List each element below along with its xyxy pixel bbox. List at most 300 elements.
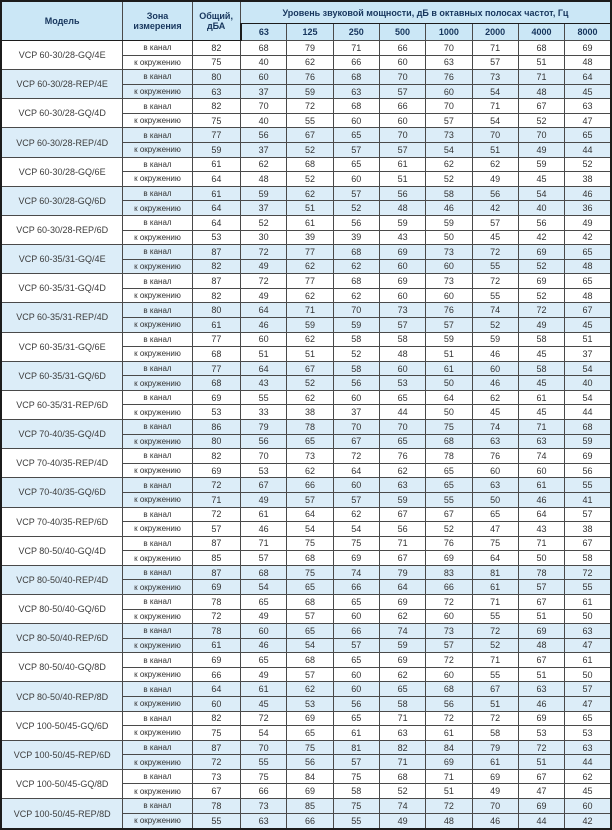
level-cell-2000: 58: [472, 726, 518, 741]
total-dba-cell: 87: [192, 245, 240, 260]
level-cell-250: 57: [333, 143, 379, 158]
level-cell-250: 68: [333, 274, 379, 289]
total-dba-cell: 87: [192, 565, 240, 580]
level-cell-1000: 67: [426, 507, 472, 522]
zone-duct-cell: в канал: [123, 624, 192, 639]
level-cell-125: 79: [287, 41, 333, 56]
level-cell-1000: 60: [426, 609, 472, 624]
level-cell-8000: 48: [565, 55, 611, 70]
table-row: [1, 565, 611, 580]
level-cell-1000: 60: [426, 288, 472, 303]
zone-ambient-cell: к окружению: [123, 697, 192, 712]
table-row: [1, 682, 611, 697]
level-cell-250: 57: [333, 638, 379, 653]
total-dba-cell: 68: [192, 347, 240, 362]
model-cell: VCP 80-50/40-GQ/8D: [1, 653, 123, 682]
level-cell-63: 55: [241, 390, 287, 405]
level-cell-250: 62: [333, 507, 379, 522]
level-cell-1000: 57: [426, 638, 472, 653]
level-cell-2000: 71: [472, 41, 518, 56]
level-cell-8000: 54: [565, 390, 611, 405]
level-cell-63: 79: [241, 420, 287, 435]
level-cell-8000: 57: [565, 682, 611, 697]
zone-duct-cell: в канал: [123, 99, 192, 114]
level-cell-500: 66: [379, 41, 425, 56]
level-cell-250: 70: [333, 420, 379, 435]
level-cell-2000: 63: [472, 434, 518, 449]
total-dba-cell: 82: [192, 259, 240, 274]
model-cell: VCP 70-40/35-GQ/6D: [1, 478, 123, 507]
header-freq-250: 250: [333, 24, 379, 41]
level-cell-4000: 60: [518, 463, 564, 478]
level-cell-4000: 51: [518, 667, 564, 682]
level-cell-4000: 67: [518, 99, 564, 114]
level-cell-125: 51: [287, 347, 333, 362]
zone-ambient-cell: к окружению: [123, 492, 192, 507]
zone-duct-cell: в канал: [123, 536, 192, 551]
level-cell-125: 51: [287, 201, 333, 216]
level-cell-63: 37: [241, 84, 287, 99]
level-cell-4000: 69: [518, 624, 564, 639]
table-row: [1, 420, 611, 435]
level-cell-2000: 50: [472, 492, 518, 507]
level-cell-4000: 78: [518, 565, 564, 580]
level-cell-125: 57: [287, 667, 333, 682]
level-cell-8000: 44: [565, 405, 611, 420]
level-cell-63: 62: [241, 157, 287, 172]
level-cell-2000: 52: [472, 317, 518, 332]
level-cell-125: 61: [287, 215, 333, 230]
level-cell-2000: 55: [472, 667, 518, 682]
level-cell-2000: 74: [472, 420, 518, 435]
level-cell-8000: 53: [565, 726, 611, 741]
zone-duct-cell: в канал: [123, 157, 192, 172]
model-cell: VCP 80-50/40-REP/8D: [1, 682, 123, 711]
level-cell-125: 59: [287, 84, 333, 99]
zone-duct-cell: в канал: [123, 478, 192, 493]
level-cell-4000: 61: [518, 390, 564, 405]
level-cell-1000: 68: [426, 682, 472, 697]
level-cell-500: 67: [379, 507, 425, 522]
zone-ambient-cell: к окружению: [123, 347, 192, 362]
level-cell-8000: 36: [565, 201, 611, 216]
total-dba-cell: 72: [192, 609, 240, 624]
level-cell-125: 85: [287, 799, 333, 814]
level-cell-8000: 45: [565, 84, 611, 99]
level-cell-250: 65: [333, 594, 379, 609]
level-cell-1000: 52: [426, 522, 472, 537]
zone-ambient-cell: к окружению: [123, 551, 192, 566]
level-cell-125: 69: [287, 784, 333, 799]
level-cell-500: 74: [379, 799, 425, 814]
zone-duct-cell: в канал: [123, 653, 192, 668]
zone-ambient-cell: к окружению: [123, 84, 192, 99]
level-cell-125: 54: [287, 522, 333, 537]
level-cell-8000: 72: [565, 565, 611, 580]
level-cell-250: 65: [333, 653, 379, 668]
level-cell-1000: 73: [426, 128, 472, 143]
header-freq-2000: 2000: [472, 24, 518, 41]
level-cell-500: 48: [379, 347, 425, 362]
level-cell-4000: 40: [518, 201, 564, 216]
table-row: [1, 449, 611, 464]
level-cell-4000: 63: [518, 434, 564, 449]
level-cell-250: 69: [333, 551, 379, 566]
level-cell-63: 49: [241, 259, 287, 274]
table-row: [1, 41, 611, 56]
level-cell-2000: 61: [472, 755, 518, 770]
level-cell-250: 58: [333, 784, 379, 799]
zone-ambient-cell: к окружению: [123, 405, 192, 420]
zone-ambient-cell: к окружению: [123, 580, 192, 595]
total-dba-cell: 75: [192, 726, 240, 741]
level-cell-500: 53: [379, 376, 425, 391]
level-cell-125: 65: [287, 624, 333, 639]
total-dba-cell: 82: [192, 41, 240, 56]
header-freq-500: 500: [379, 24, 425, 41]
zone-ambient-cell: к окружению: [123, 755, 192, 770]
model-cell: VCP 60-35/31-REP/4D: [1, 303, 123, 332]
level-cell-250: 74: [333, 565, 379, 580]
level-cell-4000: 51: [518, 609, 564, 624]
total-dba-cell: 87: [192, 740, 240, 755]
level-cell-125: 77: [287, 245, 333, 260]
level-cell-500: 66: [379, 99, 425, 114]
level-cell-2000: 54: [472, 113, 518, 128]
model-cell: VCP 70-40/35-REP/4D: [1, 449, 123, 478]
total-dba-cell: 61: [192, 157, 240, 172]
level-cell-8000: 38: [565, 522, 611, 537]
total-dba-cell: 61: [192, 186, 240, 201]
level-cell-8000: 45: [565, 784, 611, 799]
level-cell-8000: 38: [565, 172, 611, 187]
model-cell: VCP 80-50/40-REP/4D: [1, 565, 123, 594]
level-cell-250: 56: [333, 376, 379, 391]
level-cell-250: 57: [333, 755, 379, 770]
level-cell-500: 63: [379, 478, 425, 493]
level-cell-500: 57: [379, 317, 425, 332]
level-cell-4000: 45: [518, 347, 564, 362]
level-cell-8000: 55: [565, 478, 611, 493]
level-cell-1000: 78: [426, 449, 472, 464]
level-cell-8000: 49: [565, 215, 611, 230]
model-cell: VCP 80-50/40-GQ/4D: [1, 536, 123, 565]
total-dba-cell: 68: [192, 376, 240, 391]
level-cell-125: 62: [287, 55, 333, 70]
level-cell-250: 75: [333, 799, 379, 814]
level-cell-1000: 83: [426, 565, 472, 580]
level-cell-4000: 56: [518, 215, 564, 230]
zone-duct-cell: в канал: [123, 70, 192, 85]
total-dba-cell: 61: [192, 317, 240, 332]
header-freq-8000: 8000: [565, 24, 611, 41]
level-cell-500: 69: [379, 594, 425, 609]
level-cell-63: 57: [241, 551, 287, 566]
level-cell-1000: 59: [426, 215, 472, 230]
level-cell-125: 76: [287, 70, 333, 85]
level-cell-4000: 69: [518, 711, 564, 726]
level-cell-125: 78: [287, 420, 333, 435]
level-cell-250: 57: [333, 186, 379, 201]
zone-ambient-cell: к окружению: [123, 434, 192, 449]
level-cell-500: 70: [379, 420, 425, 435]
total-dba-cell: 59: [192, 143, 240, 158]
zone-duct-cell: в канал: [123, 390, 192, 405]
zone-duct-cell: в канал: [123, 682, 192, 697]
level-cell-4000: 71: [518, 70, 564, 85]
level-cell-4000: 50: [518, 551, 564, 566]
level-cell-500: 59: [379, 492, 425, 507]
table-row: [1, 799, 611, 814]
level-cell-2000: 62: [472, 390, 518, 405]
level-cell-4000: 52: [518, 259, 564, 274]
zone-ambient-cell: к окружению: [123, 143, 192, 158]
level-cell-4000: 57: [518, 580, 564, 595]
level-cell-2000: 72: [472, 274, 518, 289]
level-cell-1000: 72: [426, 653, 472, 668]
level-cell-1000: 73: [426, 624, 472, 639]
total-dba-cell: 71: [192, 492, 240, 507]
level-cell-250: 66: [333, 55, 379, 70]
level-cell-63: 54: [241, 726, 287, 741]
zone-duct-cell: в канал: [123, 332, 192, 347]
level-cell-1000: 60: [426, 84, 472, 99]
model-cell: VCP 60-35/31-GQ/6E: [1, 332, 123, 361]
level-cell-4000: 58: [518, 361, 564, 376]
level-cell-500: 79: [379, 565, 425, 580]
model-cell: VCP 100-50/45-GQ/8D: [1, 769, 123, 798]
level-cell-2000: 45: [472, 405, 518, 420]
level-cell-8000: 57: [565, 507, 611, 522]
table-row: [1, 157, 611, 172]
level-cell-1000: 72: [426, 711, 472, 726]
level-cell-250: 54: [333, 522, 379, 537]
level-cell-2000: 55: [472, 288, 518, 303]
model-cell: VCP 100-50/45-GQ/6D: [1, 711, 123, 740]
level-cell-1000: 48: [426, 813, 472, 829]
level-cell-125: 69: [287, 711, 333, 726]
level-cell-250: 75: [333, 769, 379, 784]
level-cell-2000: 57: [472, 215, 518, 230]
level-cell-4000: 52: [518, 113, 564, 128]
level-cell-1000: 63: [426, 55, 472, 70]
level-cell-63: 60: [241, 70, 287, 85]
level-cell-125: 54: [287, 638, 333, 653]
header-zone: Зона измерения: [123, 1, 192, 41]
level-cell-500: 43: [379, 230, 425, 245]
table-row: [1, 361, 611, 376]
level-cell-1000: 76: [426, 536, 472, 551]
level-cell-4000: 70: [518, 128, 564, 143]
level-cell-250: 60: [333, 682, 379, 697]
total-dba-cell: 78: [192, 624, 240, 639]
level-cell-4000: 71: [518, 420, 564, 435]
level-cell-500: 62: [379, 609, 425, 624]
level-cell-63: 43: [241, 376, 287, 391]
level-cell-63: 61: [241, 682, 287, 697]
level-cell-4000: 52: [518, 288, 564, 303]
level-cell-250: 58: [333, 361, 379, 376]
zone-ambient-cell: к окружению: [123, 288, 192, 303]
table-row: [1, 507, 611, 522]
level-cell-1000: 70: [426, 99, 472, 114]
zone-duct-cell: в канал: [123, 274, 192, 289]
total-dba-cell: 80: [192, 434, 240, 449]
level-cell-500: 65: [379, 390, 425, 405]
level-cell-2000: 52: [472, 638, 518, 653]
level-cell-63: 72: [241, 711, 287, 726]
zone-ambient-cell: к окружению: [123, 609, 192, 624]
level-cell-125: 55: [287, 113, 333, 128]
level-cell-8000: 67: [565, 536, 611, 551]
level-cell-2000: 45: [472, 230, 518, 245]
level-cell-8000: 41: [565, 492, 611, 507]
level-cell-500: 51: [379, 172, 425, 187]
level-cell-500: 65: [379, 682, 425, 697]
level-cell-63: 33: [241, 405, 287, 420]
level-cell-8000: 50: [565, 667, 611, 682]
level-cell-1000: 55: [426, 492, 472, 507]
zone-ambient-cell: к окружению: [123, 201, 192, 216]
level-cell-500: 68: [379, 769, 425, 784]
level-cell-63: 67: [241, 478, 287, 493]
level-cell-125: 84: [287, 769, 333, 784]
level-cell-63: 64: [241, 303, 287, 318]
level-cell-250: 56: [333, 697, 379, 712]
total-dba-cell: 87: [192, 536, 240, 551]
level-cell-8000: 65: [565, 128, 611, 143]
level-cell-2000: 57: [472, 55, 518, 70]
level-cell-250: 67: [333, 434, 379, 449]
level-cell-250: 64: [333, 463, 379, 478]
level-cell-63: 37: [241, 143, 287, 158]
level-cell-250: 63: [333, 84, 379, 99]
level-cell-4000: 74: [518, 449, 564, 464]
model-cell: VCP 60-30/28-REP/4E: [1, 70, 123, 99]
model-cell: VCP 60-35/31-REP/6D: [1, 390, 123, 419]
level-cell-8000: 37: [565, 347, 611, 362]
level-cell-125: 75: [287, 565, 333, 580]
level-cell-63: 46: [241, 522, 287, 537]
zone-duct-cell: в канал: [123, 594, 192, 609]
level-cell-1000: 62: [426, 157, 472, 172]
model-cell: VCP 60-30/28-GQ/4E: [1, 41, 123, 70]
level-cell-500: 67: [379, 551, 425, 566]
total-dba-cell: 64: [192, 682, 240, 697]
model-cell: VCP 60-30/28-GQ/6D: [1, 186, 123, 215]
table-row: [1, 769, 611, 784]
level-cell-250: 65: [333, 711, 379, 726]
level-cell-1000: 60: [426, 667, 472, 682]
level-cell-1000: 57: [426, 317, 472, 332]
level-cell-125: 57: [287, 492, 333, 507]
table-row: [1, 303, 611, 318]
level-cell-63: 72: [241, 274, 287, 289]
zone-ambient-cell: к окружению: [123, 522, 192, 537]
total-dba-cell: 78: [192, 594, 240, 609]
level-cell-63: 52: [241, 215, 287, 230]
table-row: [1, 215, 611, 230]
zone-duct-cell: в канал: [123, 449, 192, 464]
zone-duct-cell: в канал: [123, 740, 192, 755]
level-cell-125: 39: [287, 230, 333, 245]
level-cell-2000: 60: [472, 361, 518, 376]
level-cell-8000: 61: [565, 594, 611, 609]
level-cell-4000: 54: [518, 186, 564, 201]
level-cell-8000: 50: [565, 609, 611, 624]
level-cell-8000: 67: [565, 303, 611, 318]
level-cell-63: 63: [241, 813, 287, 829]
level-cell-63: 64: [241, 361, 287, 376]
level-cell-8000: 47: [565, 113, 611, 128]
zone-ambient-cell: к окружению: [123, 784, 192, 799]
zone-ambient-cell: к окружению: [123, 172, 192, 187]
level-cell-125: 59: [287, 317, 333, 332]
total-dba-cell: 87: [192, 274, 240, 289]
level-cell-2000: 71: [472, 99, 518, 114]
zone-duct-cell: в канал: [123, 711, 192, 726]
level-cell-125: 57: [287, 609, 333, 624]
zone-duct-cell: в канал: [123, 303, 192, 318]
level-cell-1000: 57: [426, 113, 472, 128]
level-cell-8000: 65: [565, 274, 611, 289]
total-dba-cell: 86: [192, 420, 240, 435]
table-row: [1, 594, 611, 609]
level-cell-63: 40: [241, 113, 287, 128]
level-cell-125: 62: [287, 463, 333, 478]
total-dba-cell: 53: [192, 230, 240, 245]
level-cell-250: 61: [333, 726, 379, 741]
level-cell-8000: 63: [565, 740, 611, 755]
total-dba-cell: 78: [192, 799, 240, 814]
level-cell-8000: 64: [565, 70, 611, 85]
total-dba-cell: 69: [192, 390, 240, 405]
level-cell-63: 65: [241, 594, 287, 609]
level-cell-2000: 64: [472, 551, 518, 566]
level-cell-63: 49: [241, 288, 287, 303]
level-cell-2000: 71: [472, 653, 518, 668]
level-cell-500: 60: [379, 288, 425, 303]
total-dba-cell: 82: [192, 99, 240, 114]
level-cell-8000: 59: [565, 434, 611, 449]
level-cell-63: 73: [241, 799, 287, 814]
level-cell-2000: 42: [472, 201, 518, 216]
total-dba-cell: 72: [192, 478, 240, 493]
level-cell-8000: 45: [565, 317, 611, 332]
level-cell-8000: 61: [565, 653, 611, 668]
level-cell-500: 59: [379, 638, 425, 653]
level-cell-125: 72: [287, 99, 333, 114]
level-cell-125: 66: [287, 478, 333, 493]
level-cell-250: 39: [333, 230, 379, 245]
level-cell-2000: 60: [472, 463, 518, 478]
level-cell-500: 48: [379, 201, 425, 216]
zone-ambient-cell: к окружению: [123, 638, 192, 653]
level-cell-250: 60: [333, 478, 379, 493]
zone-ambient-cell: к окружению: [123, 726, 192, 741]
level-cell-63: 65: [241, 653, 287, 668]
zone-ambient-cell: к окружению: [123, 259, 192, 274]
level-cell-63: 72: [241, 245, 287, 260]
level-cell-8000: 65: [565, 245, 611, 260]
zone-duct-cell: в канал: [123, 245, 192, 260]
level-cell-500: 62: [379, 463, 425, 478]
zone-ambient-cell: к окружению: [123, 813, 192, 829]
level-cell-2000: 46: [472, 376, 518, 391]
level-cell-2000: 76: [472, 449, 518, 464]
level-cell-125: 71: [287, 303, 333, 318]
total-dba-cell: 80: [192, 70, 240, 85]
